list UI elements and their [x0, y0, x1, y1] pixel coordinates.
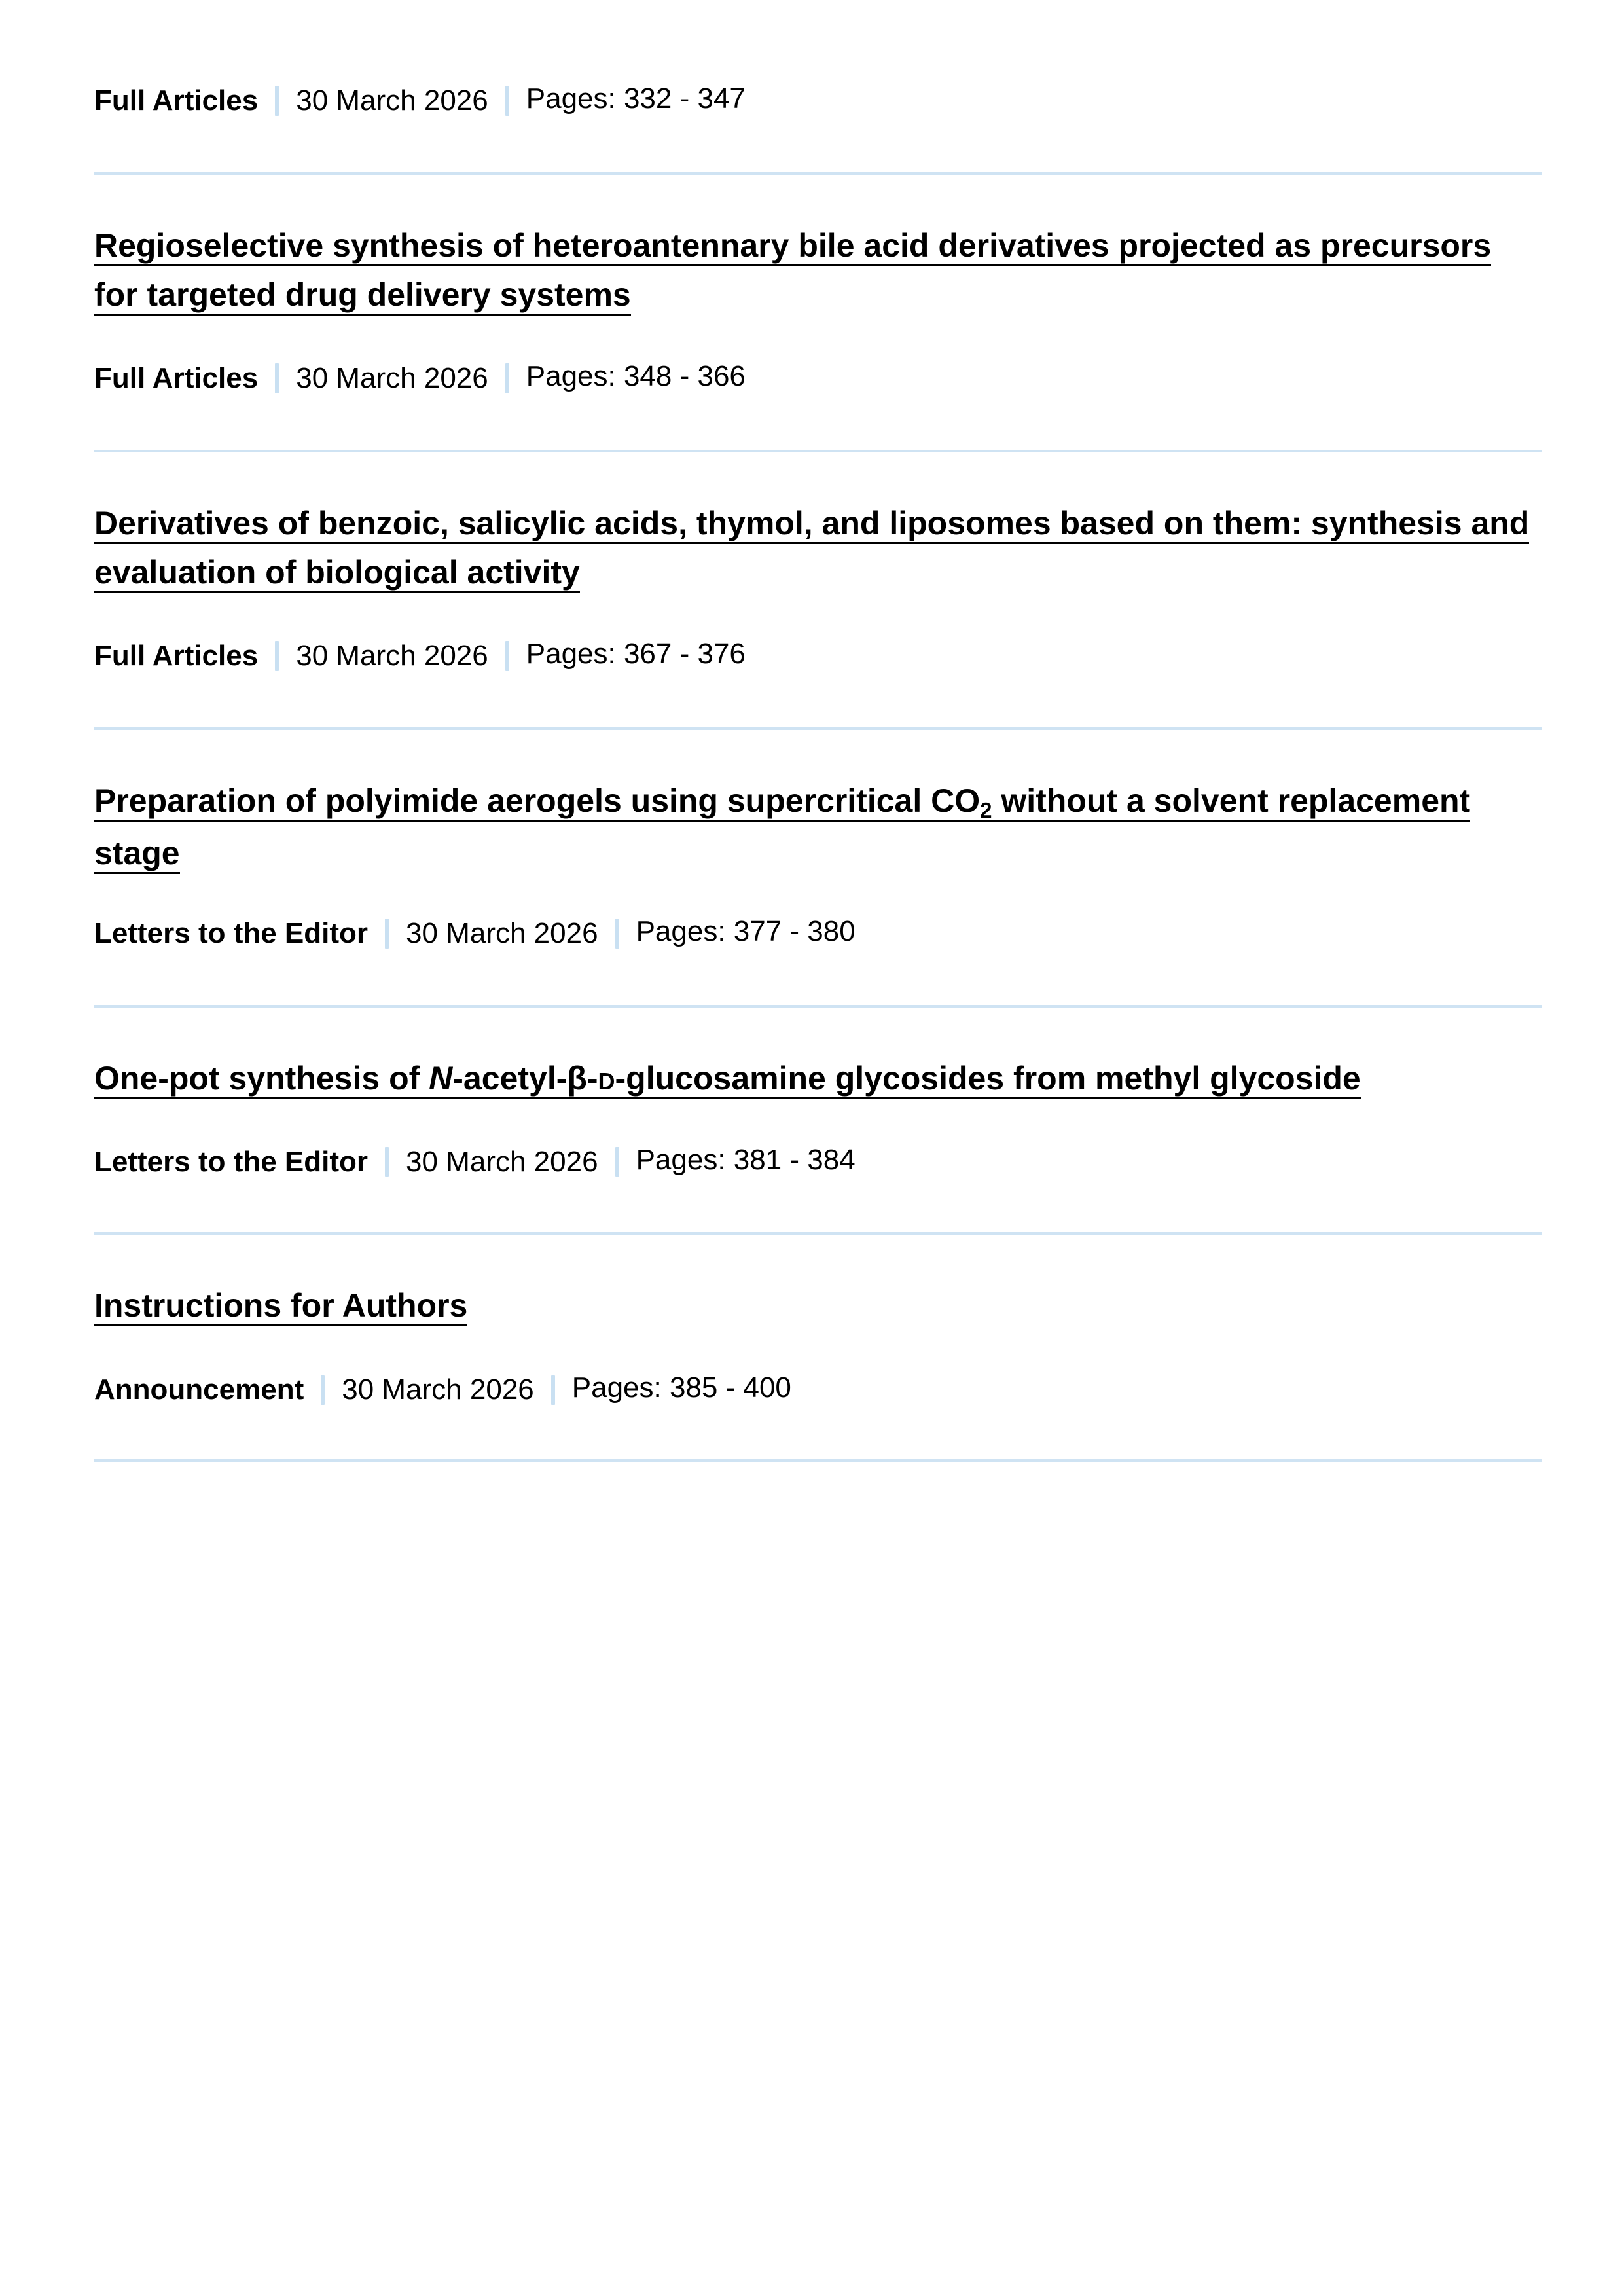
article-date: 30 March 2026 — [406, 1146, 598, 1178]
meta-separator — [505, 86, 509, 116]
entry-divider — [94, 1459, 1542, 1462]
article-meta — [94, 638, 746, 672]
meta-separator — [385, 919, 389, 949]
article-title-link[interactable]: One-pot synthesis of N-acetyl-β-D-glucosamine glycosides from methyl glycoside — [94, 1060, 1361, 1099]
entry-divider — [94, 450, 1542, 452]
article-date: 30 March 2026 — [406, 917, 598, 949]
article-title-link[interactable]: Preparation of polyimide aerogels using supercritical CO2 without a solvent replacement — [94, 782, 1471, 823]
meta-separator — [275, 363, 279, 393]
meta-separator — [275, 86, 279, 116]
entry-divider — [94, 172, 1542, 175]
meta-separator — [615, 1147, 619, 1177]
meta-separator — [505, 363, 509, 393]
article-date: 30 March 2026 — [296, 362, 488, 394]
entry-divider — [94, 1232, 1542, 1235]
article-meta — [94, 915, 856, 949]
article-date: 30 March 2026 — [296, 640, 488, 672]
article-pages: Pages: 332 - 347 — [526, 82, 746, 115]
article-title — [94, 776, 1542, 878]
article-type: Full Articles — [94, 84, 259, 117]
meta-separator — [551, 1375, 555, 1405]
meta-separator — [321, 1375, 325, 1405]
article-date: 30 March 2026 — [296, 84, 488, 117]
article-type: Letters to the Editor — [94, 1146, 369, 1178]
article-title — [94, 221, 1542, 319]
meta-separator — [275, 641, 279, 671]
article-pages: Pages: 348 - 366 — [526, 360, 746, 392]
meta-separator — [385, 1147, 389, 1177]
meta-separator — [505, 641, 509, 671]
entry-divider — [94, 727, 1542, 730]
article-title-link[interactable]: Regioselective synthesis of heteroantennary bile acid derivatives projected as precursors — [94, 227, 1491, 266]
article-type: Letters to the Editor — [94, 917, 369, 949]
article-pages: Pages: 385 - 400 — [571, 1372, 791, 1404]
article-pages: Pages: 367 - 376 — [526, 638, 746, 670]
article-title-link[interactable]: stage — [94, 835, 180, 874]
article-type: Announcement — [94, 1374, 304, 1406]
meta-separator — [615, 919, 619, 949]
article-title-link[interactable]: Instructions for Authors — [94, 1287, 467, 1326]
small-caps-letter: D — [598, 1068, 615, 1095]
article-title — [94, 499, 1542, 597]
article-title-link[interactable]: evaluation of biological activity — [94, 554, 580, 593]
article-type: Full Articles — [94, 362, 259, 394]
article-title-link[interactable]: Derivatives of benzoic, salicylic acids, thymol, and liposomes based on them: synthesis and — [94, 505, 1529, 544]
article-meta — [94, 1144, 856, 1178]
article-type: Full Articles — [94, 640, 259, 672]
subscript: 2 — [980, 798, 992, 823]
article-title-link[interactable]: for targeted drug delivery systems — [94, 276, 631, 316]
article-title — [94, 1054, 1542, 1106]
article-pages: Pages: 377 - 380 — [636, 915, 856, 947]
article-meta — [94, 360, 746, 394]
article-date: 30 March 2026 — [342, 1374, 534, 1406]
article-meta — [94, 82, 746, 117]
article-meta — [94, 1372, 791, 1406]
article-pages: Pages: 381 - 384 — [636, 1144, 856, 1176]
entry-divider — [94, 1005, 1542, 1008]
article-title — [94, 1281, 1542, 1330]
